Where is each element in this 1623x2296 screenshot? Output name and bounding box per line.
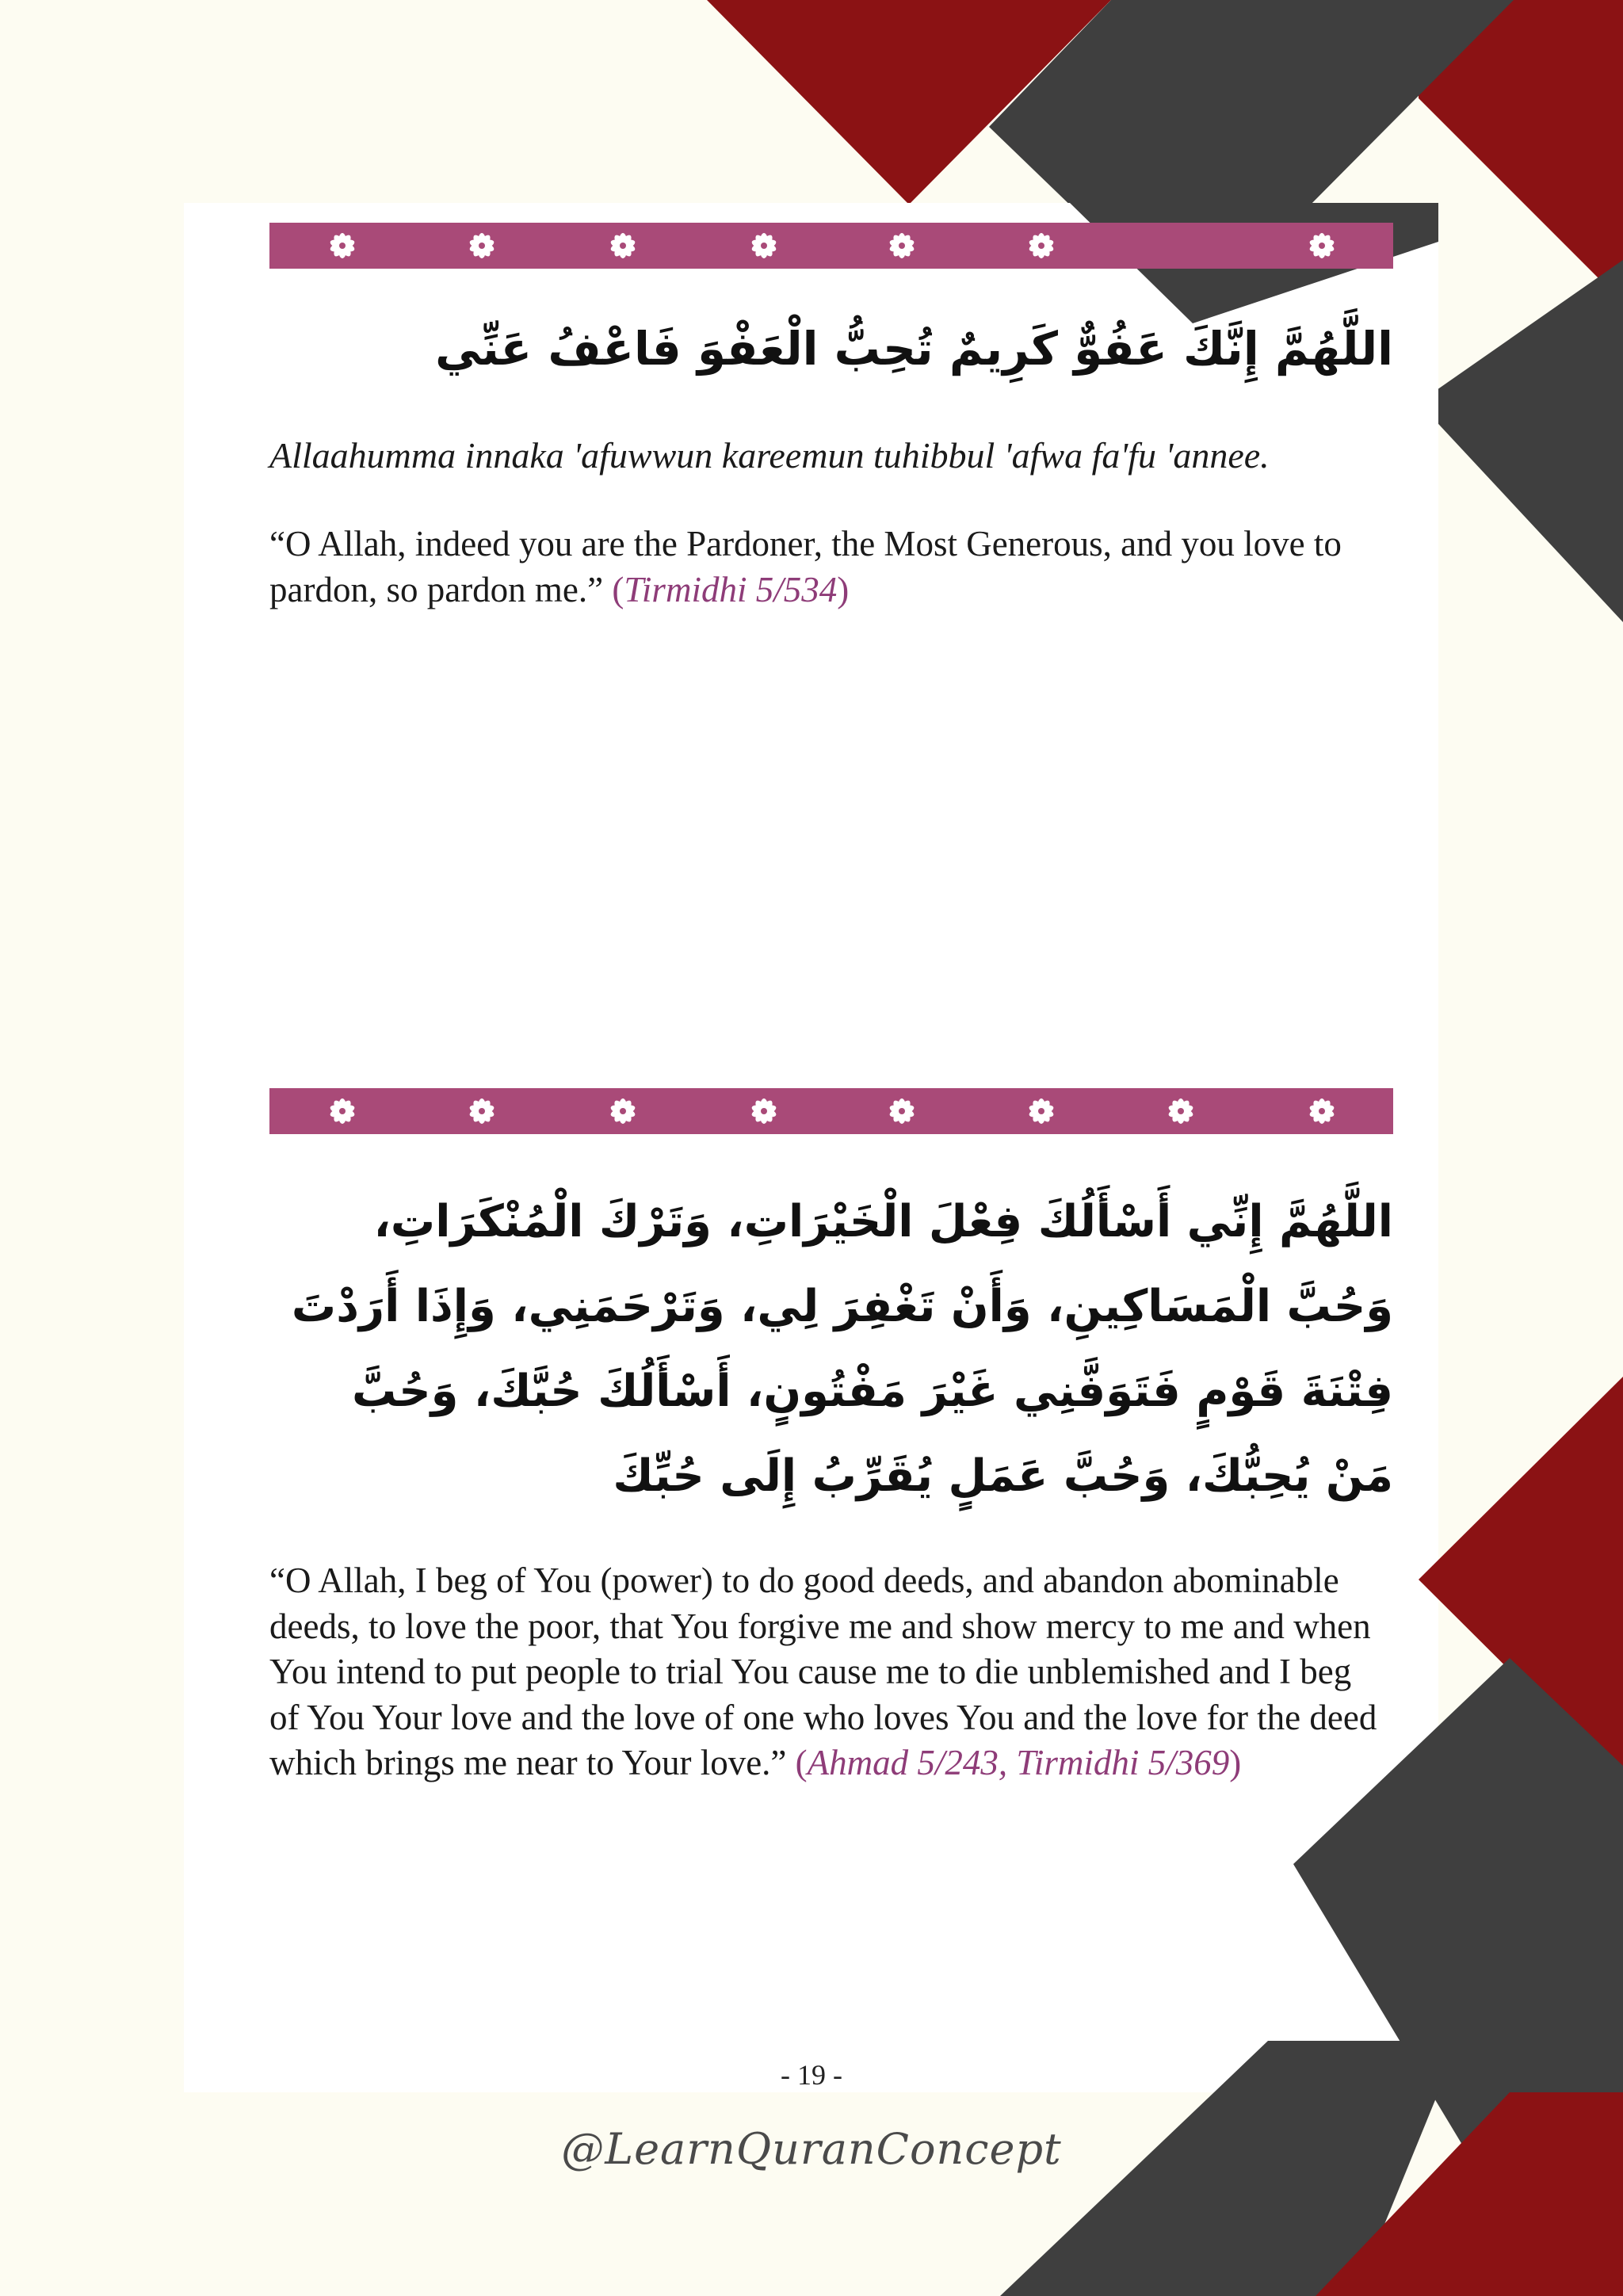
flower-icon-row bbox=[269, 1088, 1393, 1134]
signature-handle: @LearnQuranConcept bbox=[561, 2124, 1062, 2174]
flower-icon bbox=[750, 1098, 777, 1125]
flower-icon bbox=[468, 233, 495, 259]
hadith-reference: (Ahmad 5/243, Tirmidhi 5/369) bbox=[795, 1743, 1242, 1782]
translation-text: “O Allah, indeed you are the Pardoner, the Most Generous, and you love to pardon, so pardon me.” bbox=[269, 524, 1342, 609]
flower-icon bbox=[329, 233, 356, 259]
white-page-sheet bbox=[184, 203, 1438, 2092]
flower-icon bbox=[609, 1098, 636, 1125]
hadith-reference: (Tirmidhi 5/534) bbox=[612, 569, 850, 609]
flower-icon bbox=[468, 1098, 495, 1125]
flower-icon bbox=[1308, 1098, 1335, 1125]
flower-icon bbox=[1167, 1098, 1194, 1125]
dua-1-arabic: اللَّهُمَّ إِنَّكَ عَفُوٌّ كَرِيمٌ تُحِبُّ الْعَفْوَ فَاعْفُ عَنِّي bbox=[435, 322, 1393, 376]
flower-icon bbox=[329, 1098, 356, 1125]
flower-icon bbox=[1028, 1098, 1055, 1125]
flower-icon bbox=[1308, 233, 1335, 259]
flower-icon bbox=[888, 1098, 915, 1125]
dua-2-translation bbox=[269, 1558, 1387, 1786]
page-number: - 19 - bbox=[781, 2059, 842, 2091]
dua-2-arabic: اللَّهُمَّ إِنِّي أَسْأَلُكَ فِعْلَ الْخَيْرَاتِ، وَتَرْكَ الْمُنْكَرَاتِ، وَحُبَّ الْمَسَاكِينِ، وَأَنْ تَغْفِرَ لِي، وَتَرْحَمَنِي، وَإِذَا أَرَدْتَ فِتْنَةَ قَوْمٍ فَتَوَفَّنِي غَيْرَ مَفْتُونٍ، أَسْأَلُكَ حُبَّكَ، وَحُبَّ مَنْ يُحِبُّكَ، وَحُبَّ عَمَلٍ يُقَرِّبُ إِلَى حُبِّكَ bbox=[291, 1196, 1393, 1502]
flower-icon-row bbox=[269, 223, 1393, 269]
flower-icon bbox=[1028, 233, 1055, 259]
flower-icon bbox=[750, 233, 777, 259]
gray-triangle-right-upper bbox=[1419, 260, 1623, 622]
flower-band bbox=[269, 1088, 1393, 1134]
dua-1-translation bbox=[269, 521, 1387, 613]
dua-1-transliteration: Allaahumma innaka 'afuwwun kareemun tuhibbul 'afwa fa'fu 'annee. bbox=[269, 435, 1270, 476]
flower-band bbox=[269, 223, 1393, 269]
translation-text: “O Allah, I beg of You (power) to do good deeds, and abandon abominable deeds, to love the poor, that You forgive me and show mercy to me and when You intend to put people to trial You cause me to die unblemished and I beg of You Your love and the love of one who loves You and the love for the deed which brings me near to Your love.” bbox=[269, 1561, 1377, 1782]
flower-icon bbox=[609, 233, 636, 259]
flower-icon bbox=[888, 233, 915, 259]
